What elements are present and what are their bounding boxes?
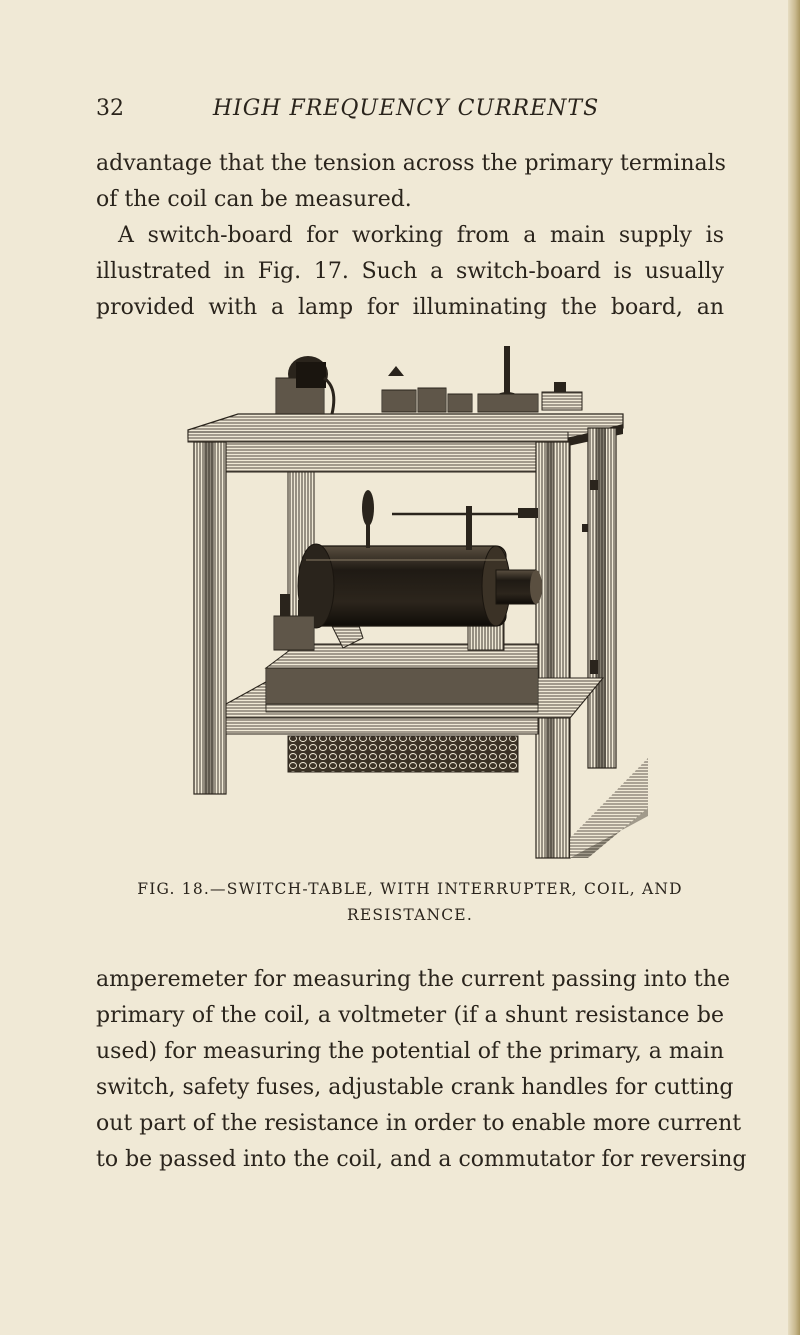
text-line: to be passed into the coil, and a commutator for reversing [96, 1147, 747, 1172]
text-line: primary of the coil, a voltmeter (if a shunt resistance be [96, 1003, 724, 1028]
table-apron [194, 442, 554, 472]
text-line: out part of the resistance in order to enable more current [96, 1111, 742, 1136]
paragraph-bottom [96, 962, 747, 1178]
running-head: HIGH FREQUENCY CURRENTS [212, 96, 600, 121]
text-line: of the coil can be measured. [96, 187, 412, 212]
text-line: A switch-board for working from a main supply is [118, 223, 724, 248]
table-top [188, 414, 623, 446]
page-header [96, 96, 716, 126]
text-line: illustrated in Fig. 17. Such a switch-board is usually [96, 259, 724, 284]
text-line: used) for measuring the potential of the primary, a main [96, 1039, 725, 1064]
floor-shadow [570, 758, 648, 858]
coil-base [266, 644, 538, 712]
paragraph-top [96, 146, 724, 326]
figure-caption [96, 876, 724, 928]
switch-table-illustration [178, 338, 648, 860]
caption-line-1: FIG. 18.—SWITCH-TABLE, WITH INTERRUPTER, COIL, AND [137, 880, 683, 898]
resistance-coils [288, 736, 518, 772]
caption-line-2: RESISTANCE. [347, 906, 473, 924]
page-edge [788, 0, 800, 1335]
table-legs [194, 428, 616, 858]
spark-gap-rod [362, 490, 538, 550]
text-line: advantage that the tension across the primary terminals [96, 151, 726, 176]
text-line: amperemeter for measuring the current passing into the [96, 967, 730, 992]
text-line: provided with a lamp for illuminating the board, an [96, 295, 724, 320]
page-number: 32 [96, 96, 124, 121]
induction-coil [298, 544, 542, 628]
table-top-instruments [276, 346, 582, 414]
text-line: switch, safety fuses, adjustable crank handles for cutting [96, 1075, 734, 1100]
